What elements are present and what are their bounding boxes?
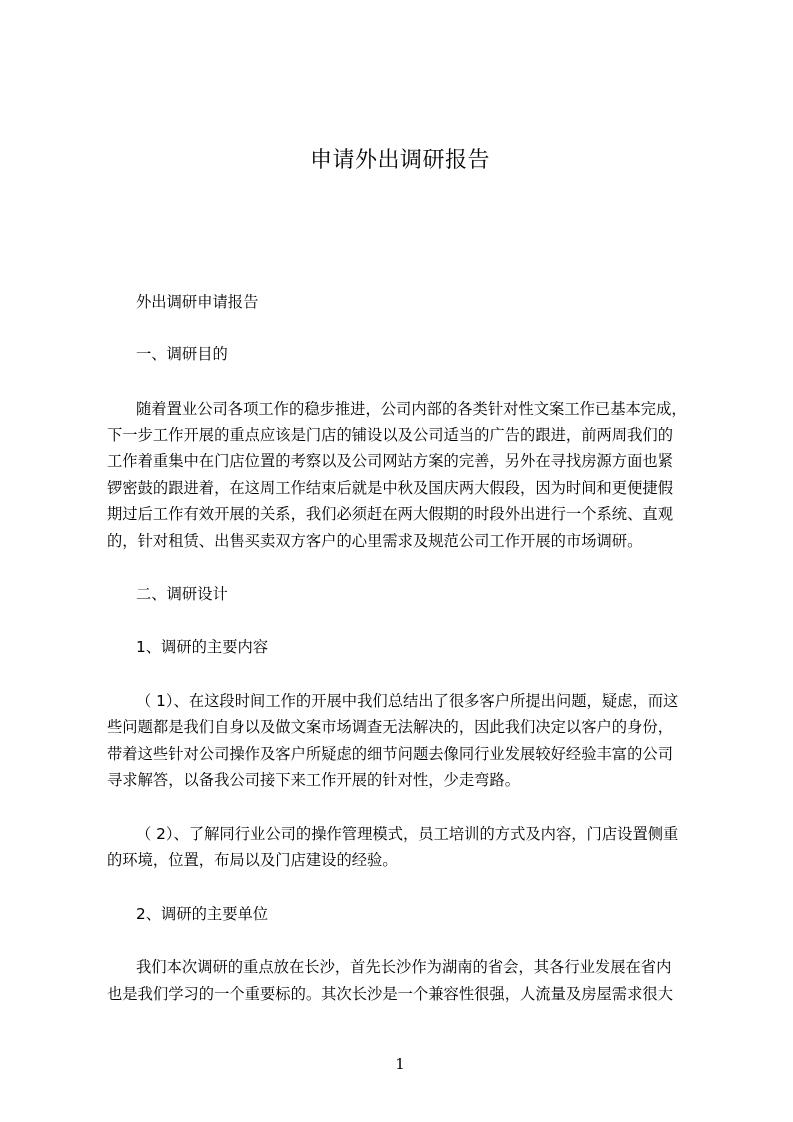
section-heading-design: 二、调研设计 — [136, 585, 228, 603]
paragraph-line: 的环境，位置，布局以及门店建设的经验。 — [107, 851, 398, 869]
paragraph-line: （ 2）、了解同行业公司的操作管理模式，员工培训的方式及内容，门店设置侧重 — [136, 825, 679, 843]
paragraph-line: 寻求解答，以备我公司接下来工作开展的针对性，少走弯路。 — [107, 771, 521, 789]
paragraph-line: （ 1）、在这段时间工作的开展中我们总结出了很多客户所提出问题，疑虑，而这 — [136, 692, 679, 710]
paragraph-line: 工作着重集中在门店位置的考察以及公司网站方案的完善，另外在寻找房源方面也紧 — [107, 452, 673, 470]
paragraph-line: 随着置业公司各项工作的稳步推进，公司内部的各类针对性文案工作已基本完成， — [136, 400, 687, 418]
paragraph-line: 锣密鼓的跟进着，在这周工作结束后就是中秋及国庆两大假段，因为时间和更便捷假 — [107, 479, 673, 497]
subsection-heading-units: 2、调研的主要单位 — [136, 905, 269, 923]
paragraph-line: 也是我们学习的一个重要标的。其次长沙是一个兼容性很强，人流量及房屋需求很大 — [107, 985, 673, 1003]
paragraph-line: 我们本次调研的重点放在长沙，首先长沙作为湖南的省会，其各行业发展在省内 — [136, 958, 672, 976]
paragraph-line: 的，针对租赁、出售买卖双方客户的心里需求及规范公司工作开展的市场调研。 — [107, 532, 643, 550]
report-heading: 外出调研申请报告 — [136, 293, 259, 311]
paragraph-line: 期过后工作有效开展的关系，我们必须赶在两大假期的时段外出进行一个系统、直观 — [107, 505, 673, 523]
section-heading-purpose: 一、调研目的 — [136, 345, 228, 363]
document-title: 申请外出调研报告 — [309, 148, 490, 173]
paragraph-line: 下一步工作开展的重点应该是门店的铺设以及公司适当的广告的跟进，前两周我们的 — [107, 426, 673, 444]
subsection-heading-content: 1、调研的主要内容 — [136, 638, 269, 656]
paragraph-line: 带着这些针对公司操作及客户所疑虑的细节问题去像同行业发展较好经验丰富的公司 — [107, 745, 673, 763]
paragraph-line: 些问题都是我们自身以及做文案市场调查无法解决的，因此我们决定以客户的身份， — [107, 718, 673, 736]
page-number: 1 — [395, 1055, 405, 1073]
